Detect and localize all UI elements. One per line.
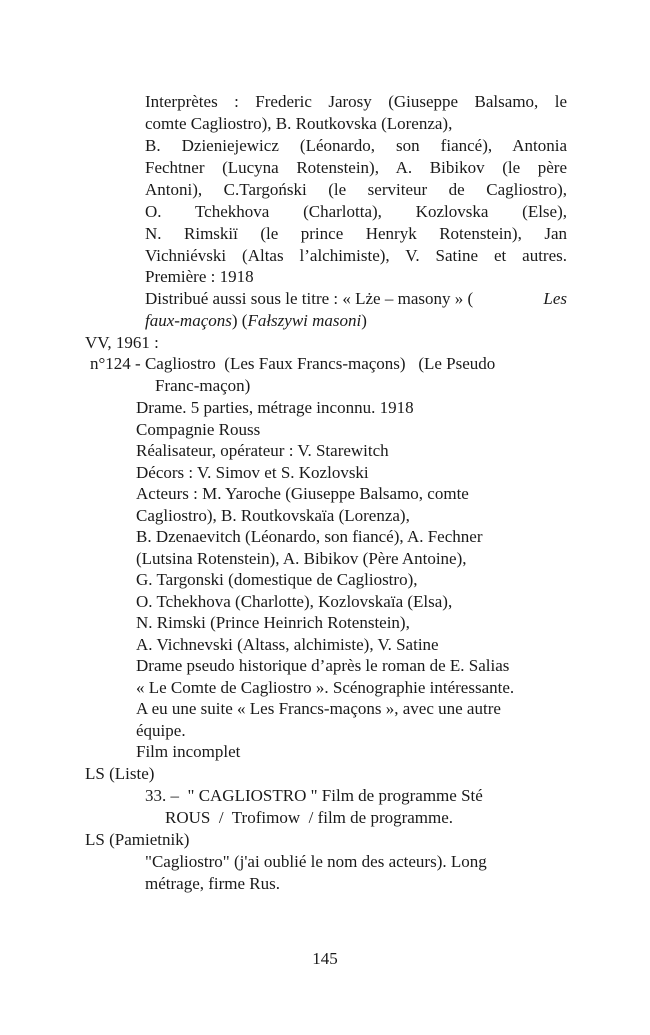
ls-liste-line-1: 33. – " CAGLIOSTRO " Film de programme Sté — [145, 786, 483, 805]
entry-detail-line: Compagnie Rouss — [136, 420, 261, 439]
page-number: 145 — [312, 949, 338, 968]
cast-line-7: N. Rimskiï (le prince Henryk Rotenstein), Jan — [145, 224, 567, 243]
premiere-line: Première : 1918 — [145, 267, 254, 286]
entry-title-line: n°124 - Cagliostro (Les Faux Francs-maçons) (Le Pseudo — [90, 354, 496, 373]
ls-liste-heading: LS (Liste) — [85, 764, 155, 783]
cast-line-3: B. Dzieniejewicz (Léonardo, son fiancé), Antonia — [145, 136, 567, 155]
entry-detail-line: Cagliostro), B. Routkovskaïa (Lorenza), — [136, 506, 410, 525]
entry-detail-line: O. Tchekhova (Charlotte), Kozlovskaïa (Elsa), — [136, 592, 453, 611]
cast-line-8: Vichniévski (Altas l’alchimiste), V. Satine et autres. — [145, 246, 567, 265]
cast-line-6: O. Tchekhova (Charlotta), Kozlovska (Else), — [145, 202, 567, 221]
alt-title-sep: ) ( — [231, 311, 248, 330]
alt-title-polish: Fałszywi masoni — [247, 311, 362, 330]
cast-line-5: Antoni), C.Targoński (le serviteur de Cagliostro), — [145, 180, 567, 199]
alt-title-line-2 — [145, 310, 367, 331]
entry-detail-line: Drame. 5 parties, métrage inconnu. 1918 — [136, 398, 414, 417]
entry-detail-line: B. Dzenaevitch (Léonardo, son fiancé), A. Fechner — [136, 527, 483, 546]
alt-title-text: Distribué aussi sous le titre : « Lże – masony » ( — [145, 289, 474, 308]
alt-title-line — [145, 288, 567, 309]
entry-detail-line: (Lutsina Rotenstein), A. Bibikov (Père Antoine), — [136, 549, 467, 568]
entry-detail-line: « Le Comte de Cagliostro ». Scénographie intéressante. — [136, 678, 515, 697]
vv-heading: VV, 1961 : — [85, 333, 159, 352]
entry-detail-line: Décors : V. Simov et S. Kozlovski — [136, 463, 369, 482]
entry-detail-line: A. Vichnevski (Altass, alchimiste), V. Satine — [136, 635, 439, 654]
ls-pamietnik-heading: LS (Pamietnik) — [85, 830, 190, 849]
cast-line-1: Interprètes : Frederic Jarosy (Giuseppe Balsamo, le — [145, 92, 567, 111]
entry-detail-line: équipe. — [136, 721, 186, 740]
entry-detail-line: Drame pseudo historique d’après le roman de E. Salias — [136, 656, 510, 675]
alt-title-faux: faux-maçons — [145, 311, 232, 330]
entry-detail-line: Acteurs : M. Yaroche (Giuseppe Balsamo, comte — [136, 484, 469, 503]
entry-detail-line: N. Rimski (Prince Heinrich Rotenstein), — [136, 613, 410, 632]
cast-line-4: Fechtner (Lucyna Rotenstein), A. Bibikov (le père — [145, 158, 567, 177]
cast-line-2: comte Cagliostro), B. Routkovska (Lorenza), — [145, 114, 453, 133]
entry-detail-line: Réalisateur, opérateur : V. Starewitch — [136, 441, 389, 460]
alt-title-italic: Les — [543, 289, 567, 308]
alt-title-close: ) — [361, 311, 367, 330]
entry-title-line-2: Franc-maçon) — [155, 376, 251, 395]
ls-pamietnik-line-2: métrage, firme Rus. — [145, 874, 281, 893]
ls-liste-line-2: ROUS / Trofimow / film de programme. — [165, 808, 454, 827]
entry-detail-line: G. Targonski (domestique de Cagliostro), — [136, 570, 418, 589]
entry-detail-line: Film incomplet — [136, 742, 241, 761]
entry-detail-line: A eu une suite « Les Francs-maçons », avec une autre — [136, 699, 501, 718]
ls-pamietnik-line-1: "Cagliostro" (j'ai oublié le nom des acteurs). Long — [145, 852, 487, 871]
